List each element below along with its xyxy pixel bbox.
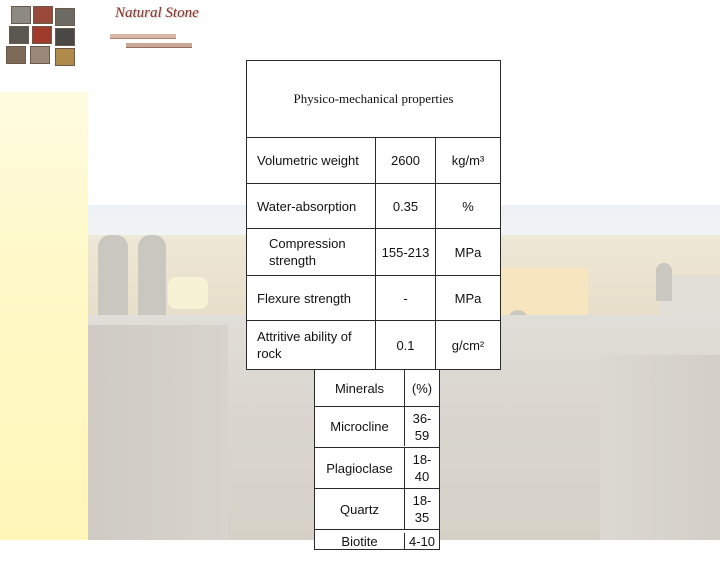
table-row [247,138,500,184]
mineral-name: Plagioclase [326,460,393,476]
table-row [315,448,439,488]
mineral-name: Quartz [339,501,379,517]
property-unit: kg/m³ [435,138,500,183]
mineral-name: Microcline [330,419,389,434]
property-unit: % [435,184,500,228]
property-value: 0.1 [375,321,435,369]
mineral-percent: 18-35 [404,489,439,529]
property-value: 0.35 [375,184,435,228]
property-name: Water-absorption [257,198,357,214]
page-title: Natural Stone [115,5,199,21]
property-name: Flexure strength [257,290,351,306]
table-row [315,489,439,529]
minerals-table [314,370,440,550]
property-name: Volumetric weight [257,153,359,168]
table-row [247,276,500,321]
property-unit: g/cm² [435,321,500,369]
mineral-percent: 4-10 [404,533,439,550]
table-row [247,184,500,229]
stone-tiles-logo [3,4,79,68]
property-unit: MPa [435,276,500,320]
property-value: - [375,276,435,320]
minerals-header: Minerals [334,380,385,396]
table-row [247,229,500,276]
properties-caption: Physico-mechanical properties [247,61,500,138]
left-gradient-strip [0,92,88,540]
mineral-percent: 18-40 [404,448,439,488]
table-row [315,533,439,563]
title-underline-bar [126,43,192,48]
title-underline-bar [110,34,176,39]
table-row [315,407,439,446]
property-value: 155-213 [375,229,435,275]
property-name: Compression strength [269,236,346,268]
property-name: Attritive ability of rock [257,329,352,361]
mineral-name: Biotite [341,534,378,549]
property-unit: MPa [435,229,500,275]
table-row [247,321,500,369]
table-header-row [315,370,439,406]
properties-table [246,60,501,370]
property-value: 2600 [375,138,435,183]
mineral-percent: 36-59 [404,407,439,446]
percent-header: (%) [404,370,439,406]
